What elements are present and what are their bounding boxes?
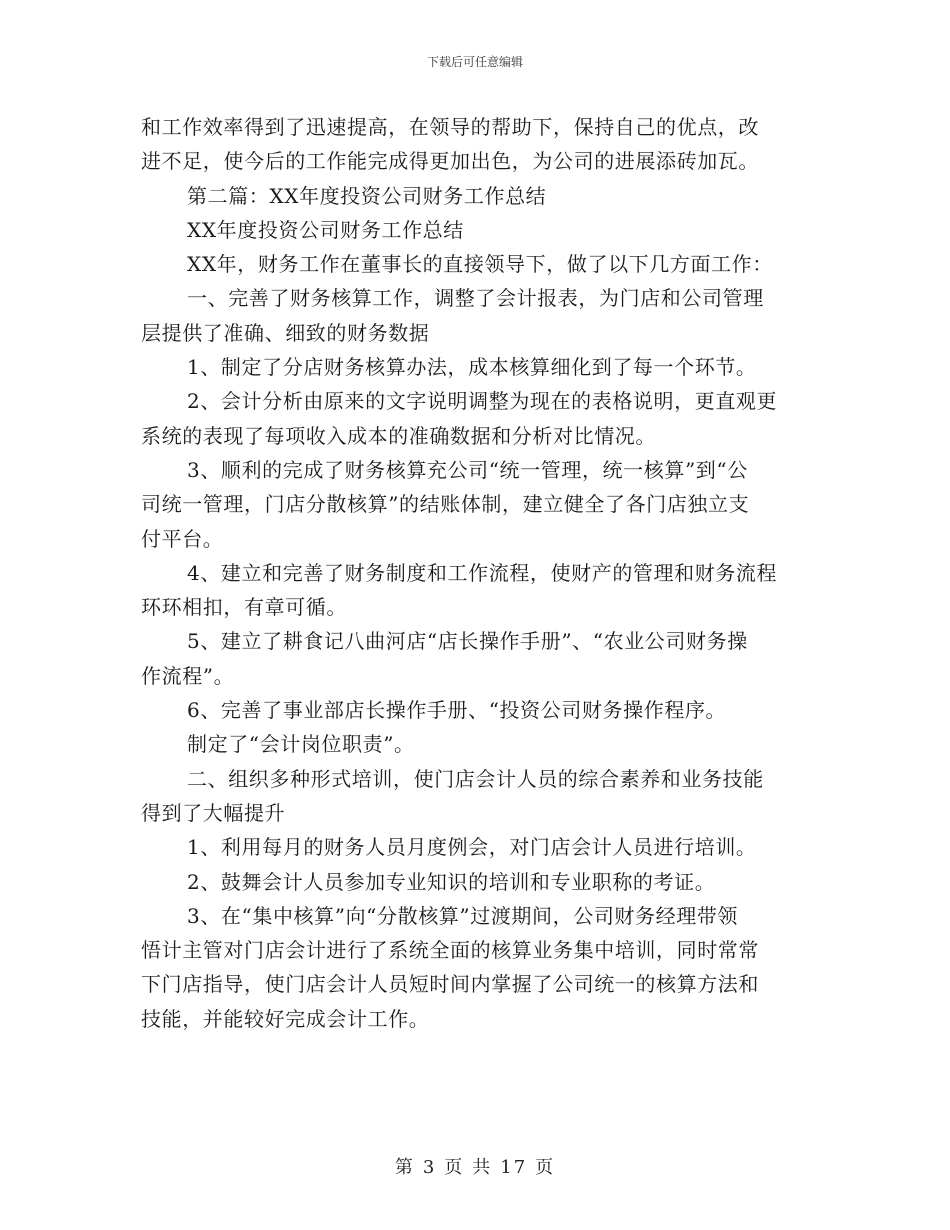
text-line: XX年，财务工作在董事长的直接领导下，做了以下几方面工作： [187,252,773,277]
footer-page-label: 页 [444,1157,465,1178]
footer-prefix: 第 [394,1157,415,1178]
text-line: XX年度投资公司财务工作总结 [187,217,464,242]
page-footer [0,1153,950,1179]
text-line: 2、会计分析由原来的文字说明调整为现在的表格说明，更直观更 [187,389,778,414]
text-line: 作流程”。 [141,663,235,688]
text-line: 付平台。 [141,526,224,551]
text-line: 悟计主管对门店会计进行了系统全面的核算业务集中培训，同时常常 [141,938,759,963]
text-line: 二、组织多种形式培训，使门店会计人员的综合素养和业务技能 [187,766,764,791]
text-line: 技能，并能较好完成会计工作。 [141,1006,430,1031]
text-line: 得到了大幅提升 [141,800,286,825]
text-line: 和工作效率得到了迅速提高，在领导的帮助下，保持自己的优点，改 [141,115,759,139]
footer-of-label: 共 [472,1157,493,1178]
text-line: 下门店指导，使门店会计人员短时间内掌握了公司统一的核算方法和 [141,972,759,997]
document-body [141,110,811,1036]
text-line: 3、顺利的完成了财务核算充公司“统一管理，统一核算”到“公 [187,457,748,482]
footer-suffix: 页 [535,1157,556,1178]
text-line: 1、利用每月的财务人员月度例会，对门店会计人员进行培训。 [187,835,757,860]
text-line: 2、鼓舞会计人员参加专业知识的培训和专业职称的考证。 [187,869,716,894]
text-line: 司统一管理，门店分散核算”的结账体制，建立健全了各门店独立支 [141,492,750,517]
text-line: 系统的表现了每项收入成本的准确数据和分析对比情况。 [141,423,656,448]
footer-total-pages: 17 [500,1157,528,1178]
text-line: 5、建立了耕食记八曲河店“店长操作手册”、“农业公司财务操 [187,629,748,654]
text-line: 层提供了准确、细致的财务数据 [141,320,430,345]
footer-page-number: 3 [422,1157,437,1178]
text-line: 1、制定了分店财务核算办法，成本核算细化到了每一个环节。 [187,355,757,380]
text-line: 环环相扣，有章可循。 [141,595,347,620]
text-line: 3、在“集中核算”向“分散核算”过渡期间，公司财务经理带领 [187,903,739,928]
page-header: 下载后可任意编辑 [426,55,523,69]
text-line: 进不足，使今后的工作能完成得更加出色，为公司的进展添砖加瓦。 [141,149,759,174]
text-line: 一、完善了财务核算工作，调整了会计报表，为门店和公司管理 [187,286,764,311]
text-line: 制定了“会计岗位职责”。 [187,732,415,757]
text-line: 4、建立和完善了财务制度和工作流程，使财产的管理和财务流程 [187,560,778,585]
text-line: 6、完善了事业部店长操作手册、“投资公司财务操作程序。 [187,698,727,723]
text-line: 第二篇：XX年度投资公司财务工作总结 [187,183,547,208]
